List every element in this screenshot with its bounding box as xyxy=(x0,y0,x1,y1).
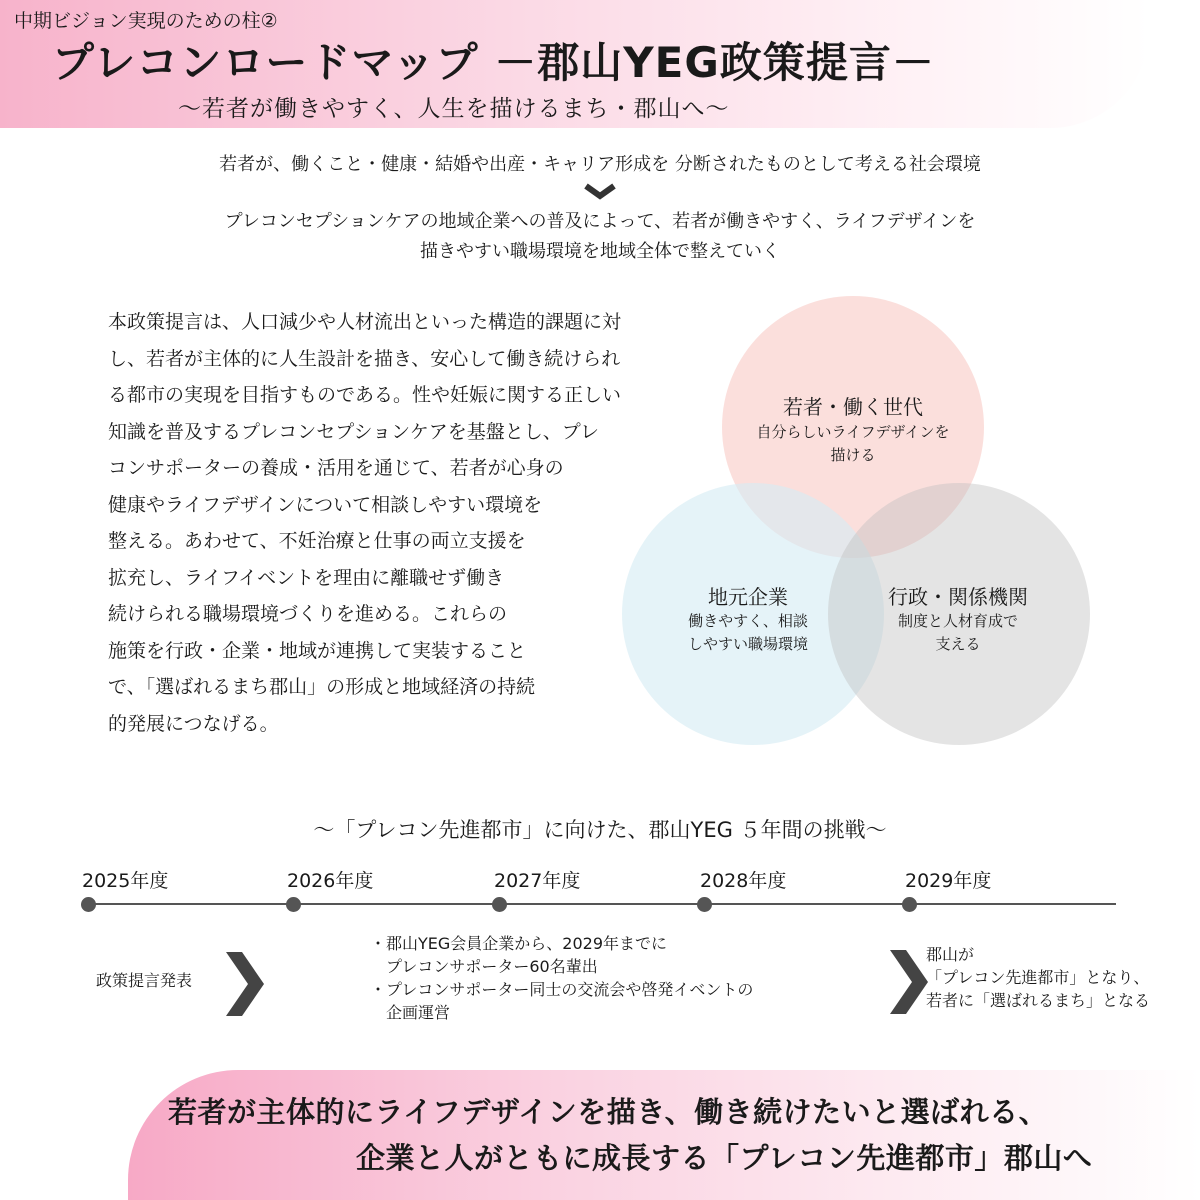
footer-message-line-2: 企業と人がともに成長する「プレコン先進都市」郡山へ xyxy=(356,1141,1093,1175)
goal-line: 若者に「選ばれるまち」となる xyxy=(926,991,1151,1010)
timeline-marker-2026 xyxy=(286,897,301,912)
goal-line: 郡山が xyxy=(926,945,975,964)
timeline-middle-step xyxy=(370,932,753,1024)
pillar-label: 中期ビジョン実現のための柱② xyxy=(14,10,278,32)
venn-youth-desc-2: 描ける xyxy=(830,446,876,464)
venn-company-title: 地元企業 xyxy=(708,585,788,609)
paragraph-line: 拡充し、ライフイベントを理由に離職せず働き xyxy=(108,566,505,589)
timeline-year-2025: 2025年度 xyxy=(82,870,169,892)
paragraph-line: 健康やライフデザインについて相談しやすい環境を xyxy=(108,493,543,516)
chevron-right-icon xyxy=(890,950,930,1014)
timeline-marker-2028 xyxy=(697,897,712,912)
problem-statement: 若者が、働くこと・健康・結婚や出産・キャリア形成を 分断されたものとして考える社会環境 xyxy=(219,154,981,175)
paragraph-line: 整える。あわせて、不妊治療と仕事の両立支援を xyxy=(108,530,526,552)
timeline-axis xyxy=(88,903,1116,905)
timeline-goal xyxy=(926,943,1150,1012)
solution-statement-line-1: プレコンセプションケアの地域企業への普及によって、若者が働きやすく、ライフデザインを xyxy=(224,211,976,232)
middle-step-line: ・プレコンサポーター同士の交流会や啓発イベントの xyxy=(370,980,754,999)
paragraph-line: 本政策提言は、人口減少や人材流出といった構造的課題に対 xyxy=(108,311,622,333)
timeline-year-2029: 2029年度 xyxy=(905,870,992,892)
venn-youth-title: 若者・働く世代 xyxy=(783,395,923,419)
footer-message-line-1: 若者が主体的にライフデザインを描き、働き続けたいと選ばれる、 xyxy=(168,1095,1049,1129)
paragraph-line: 施策を行政・企業・地域が連携して実装すること xyxy=(108,639,527,662)
paragraph-line: で、「選ばれるまち郡山」の形成と地域経済の持続 xyxy=(108,676,536,698)
venn-admin-desc-1: 制度と人材育成で xyxy=(897,612,1018,630)
page-title: プレコンロードマップ －郡山YEG政策提言－ xyxy=(52,38,935,87)
paragraph-line: コンサポーターの養成・活用を通じて、若者が心身の xyxy=(108,457,564,479)
timeline-year-2026: 2026年度 xyxy=(287,870,374,892)
timeline-year-2028: 2028年度 xyxy=(700,870,787,892)
paragraph-line: る都市の実現を目指すものである。性や妊娠に関する正しい xyxy=(108,384,622,406)
venn-company-desc-2: しやすい職場環境 xyxy=(687,635,808,653)
goal-line: 「プレコン先進都市」となり、 xyxy=(926,968,1150,987)
timeline-marker-2027 xyxy=(492,897,507,912)
venn-admin-title: 行政・関係機関 xyxy=(888,585,1028,609)
paragraph-line: 知識を普及するプレコンセプションケアを基盤とし、プレ xyxy=(108,420,599,443)
middle-step-line: 企画運営 xyxy=(370,1003,451,1022)
solution-statement-line-2: 描きやすい職場環境を地域全体で整えていく xyxy=(420,241,780,262)
paragraph-line: 続けられる職場環境づくりを進める。これらの xyxy=(108,603,508,625)
timeline-start-label: 政策提言発表 xyxy=(96,971,193,990)
chevron-right-icon xyxy=(226,952,266,1016)
middle-step-line: ・郡山YEG会員企業から、2029年までに xyxy=(370,934,668,953)
paragraph-line: 的発展につなげる。 xyxy=(108,712,279,735)
timeline-heading: ～「プレコン先進都市」に向けた、郡山YEG ５年間の挑戦～ xyxy=(313,818,887,842)
venn-admin-desc-2: 支える xyxy=(935,635,981,653)
venn-youth-desc-1: 自分らしいライフデザインを xyxy=(756,423,950,441)
middle-step-line: プレコンサポーター60名輩出 xyxy=(370,957,598,976)
policy-paragraph xyxy=(108,304,728,742)
chevron-down-icon xyxy=(580,180,620,202)
timeline-year-2027: 2027年度 xyxy=(494,870,581,892)
paragraph-line: し、若者が主体的に人生設計を描き、安心して働き続けられ xyxy=(108,347,621,370)
page-subtitle: ～若者が働きやすく、人生を描けるまち・郡山へ～ xyxy=(178,96,730,122)
venn-company-desc-1: 働きやすく、相談 xyxy=(688,612,808,630)
timeline-marker-2029 xyxy=(902,897,917,912)
timeline-marker-2025 xyxy=(81,897,96,912)
